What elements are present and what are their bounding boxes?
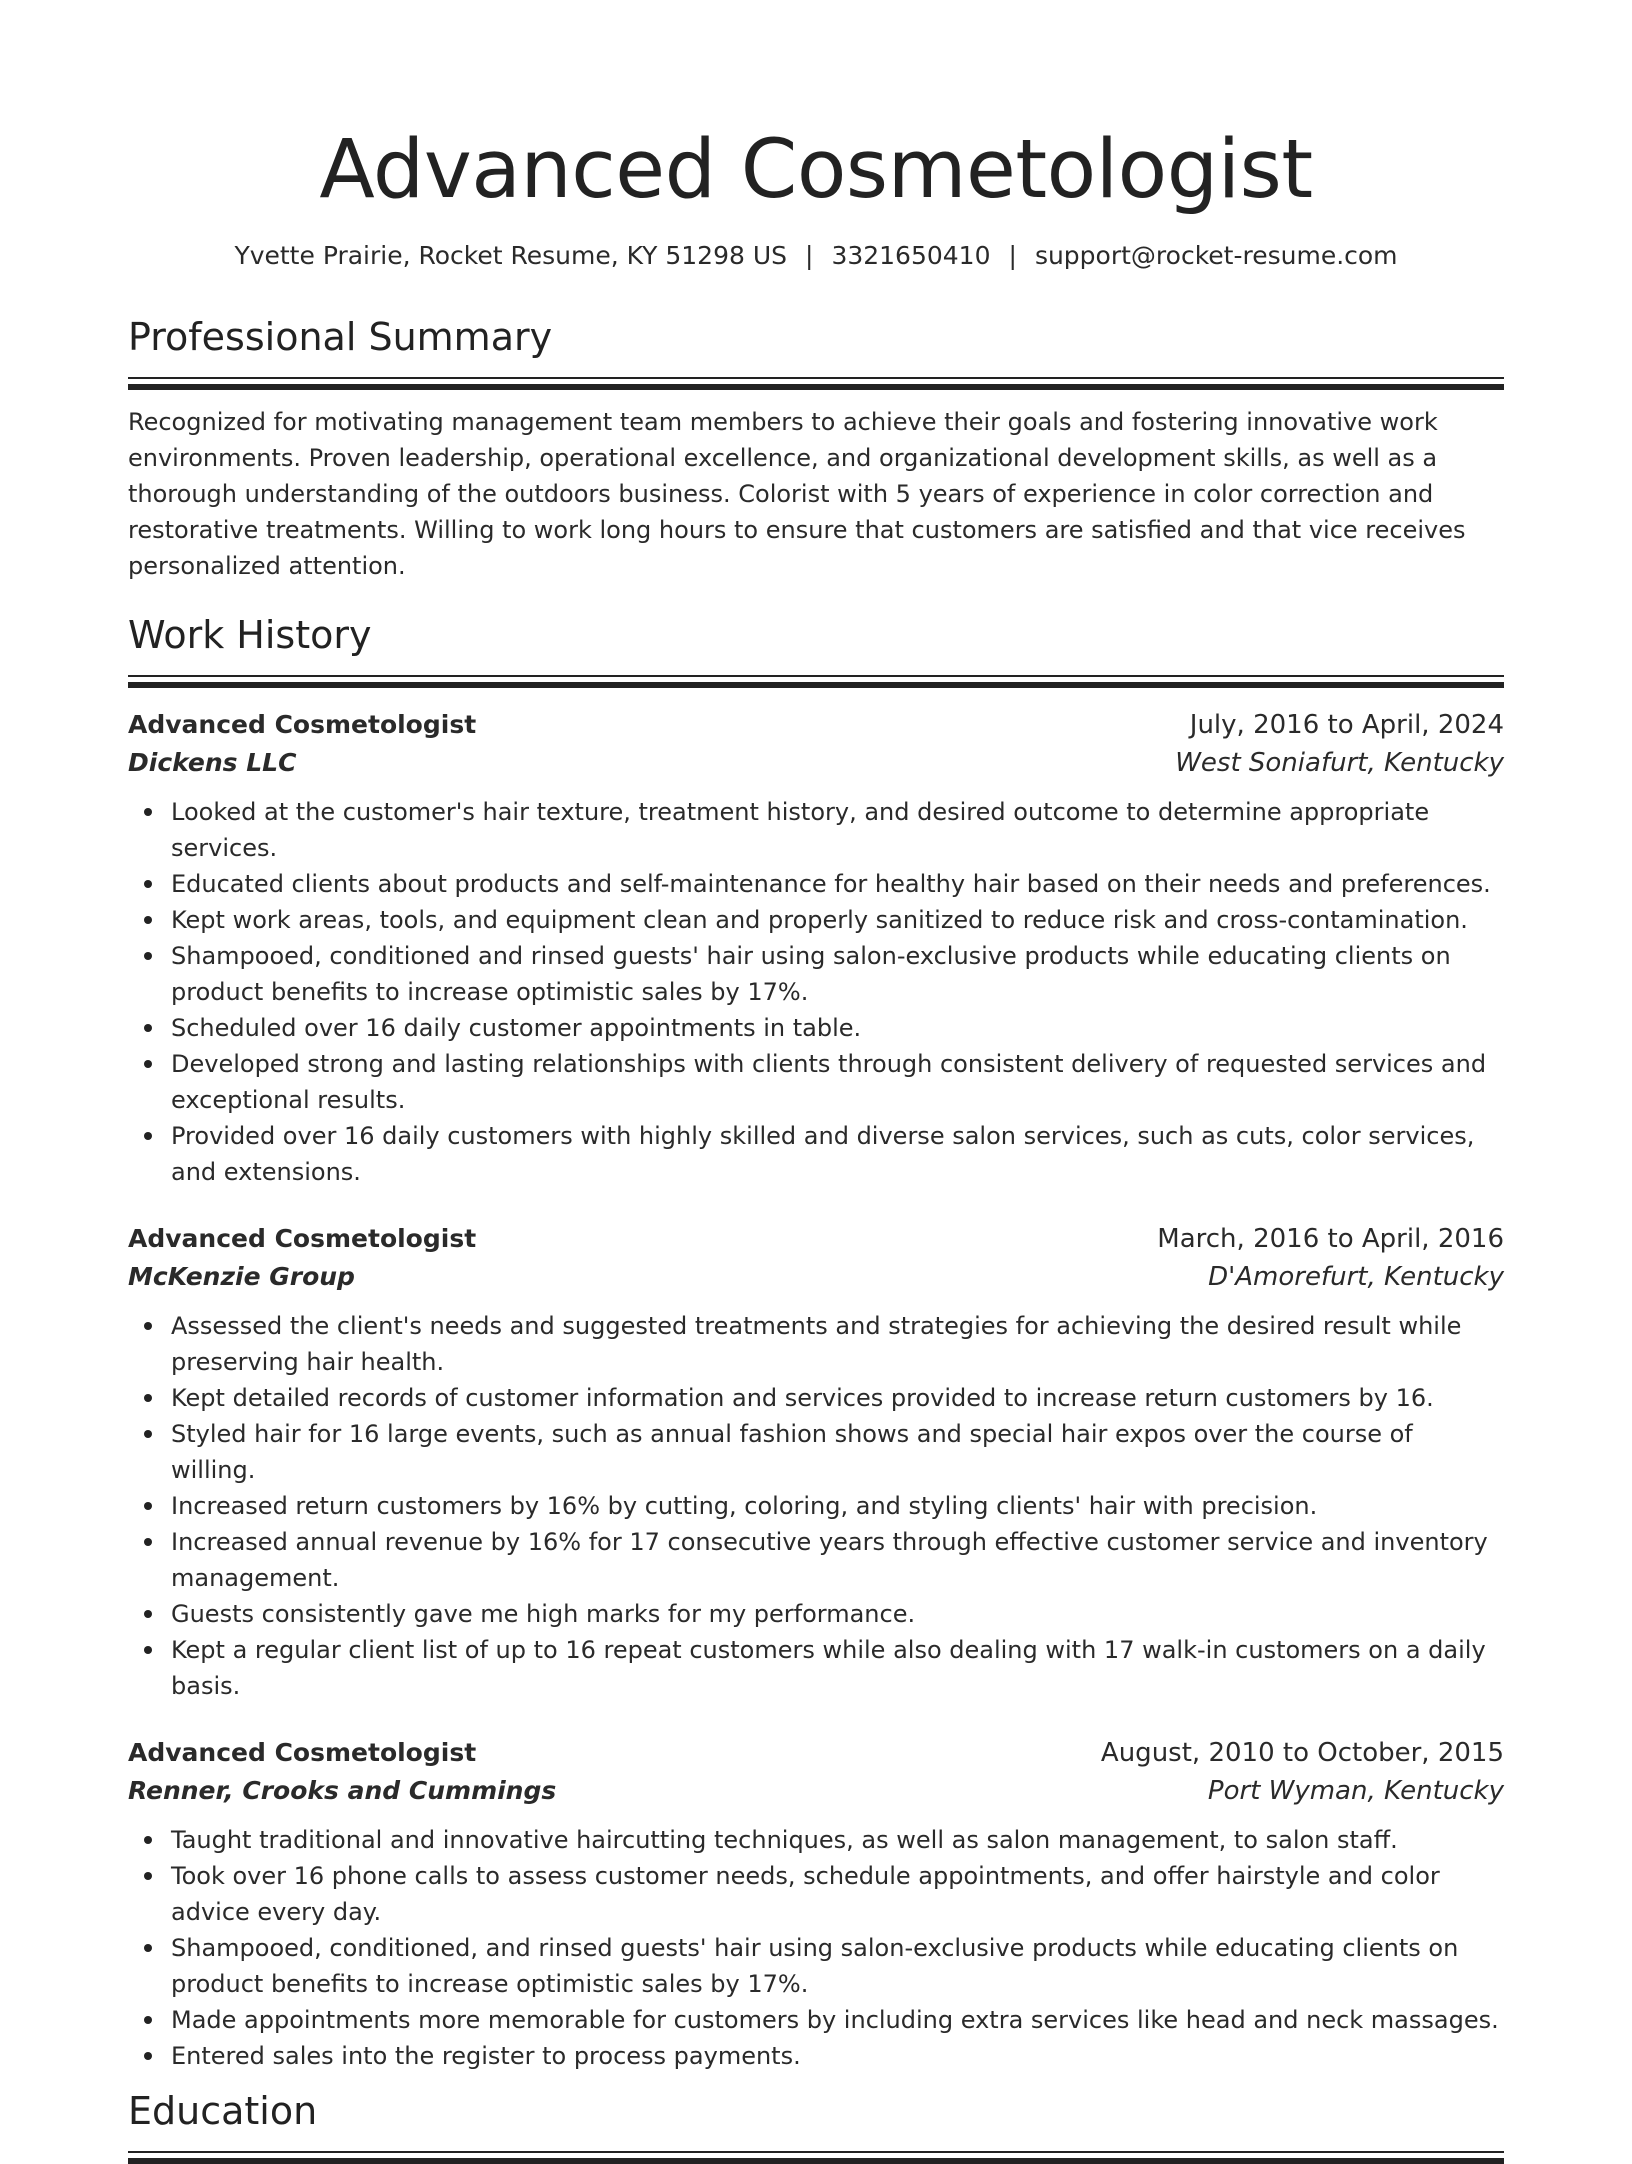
job-duty-item: Guests consistently gave me high marks for my performance. xyxy=(128,1596,1504,1632)
professional-summary-section xyxy=(128,314,1504,584)
contact-email: support@rocket-resume.com xyxy=(1034,241,1398,270)
job-duty-item: Provided over 16 daily customers with highly skilled and diverse salon services, such as cuts, color services, and extensions. xyxy=(128,1118,1504,1190)
job-duty-item: Kept work areas, tools, and equipment clean and properly sanitized to reduce risk and cross-contamination. xyxy=(128,902,1504,938)
job-company: McKenzie Group xyxy=(128,1262,355,1291)
job-duty-item: Scheduled over 16 daily customer appointments in table. xyxy=(128,1010,1504,1046)
job-header-row xyxy=(128,1220,1504,1258)
section-heading-education: Education xyxy=(128,2089,318,2133)
job-duty-item: Took over 16 phone calls to assess customer needs, schedule appointments, and offer hairstyle and color advice every day. xyxy=(128,1858,1504,1930)
contact-separator: | xyxy=(1008,241,1017,270)
job-duty-item: Increased annual revenue by 16% for 17 consecutive years through effective customer service and inventory management. xyxy=(128,1524,1504,1596)
contact-address: Yvette Prairie, Rocket Resume, KY 51298 US xyxy=(234,241,787,270)
job-duties-list xyxy=(128,1308,1504,1704)
education-section xyxy=(128,2088,1504,2164)
job-header-row xyxy=(128,706,1504,744)
contact-separator: | xyxy=(805,241,814,270)
job-duty-item: Kept detailed records of customer information and services provided to increase return customers by 16. xyxy=(128,1380,1504,1416)
section-divider xyxy=(128,675,1504,688)
job-location: D'Amorefurt, Kentucky xyxy=(1208,1262,1504,1292)
job-entry xyxy=(128,1220,1504,1704)
job-company: Dickens LLC xyxy=(128,748,297,777)
job-dates: March, 2016 to April, 2016 xyxy=(1157,1224,1504,1254)
job-title: Advanced Cosmetologist xyxy=(128,710,477,739)
job-duty-item: Looked at the customer's hair texture, treatment history, and desired outcome to determine appropriate services. xyxy=(128,794,1504,866)
job-duty-item: Shampooed, conditioned and rinsed guests' hair using salon-exclusive products while educating clients on product benefits to increase optimistic sales by 17%. xyxy=(128,938,1504,1010)
job-subheader-row xyxy=(128,1772,1504,1810)
section-divider xyxy=(128,377,1504,390)
job-duties-list xyxy=(128,794,1504,1190)
job-header-row xyxy=(128,1734,1504,1772)
job-dates: July, 2016 to April, 2024 xyxy=(1189,710,1504,740)
job-subheader-row xyxy=(128,744,1504,782)
job-duty-item: Shampooed, conditioned, and rinsed guests' hair using salon-exclusive products while educating clients on product benefits to increase optimistic sales by 17%. xyxy=(128,1930,1504,2002)
contact-line xyxy=(128,240,1504,272)
job-company: Renner, Crooks and Cummings xyxy=(128,1776,557,1805)
job-duty-item: Taught traditional and innovative haircutting techniques, as well as salon management, to salon staff. xyxy=(128,1822,1504,1858)
job-title: Advanced Cosmetologist xyxy=(128,1224,477,1253)
page-title: Advanced Cosmetologist xyxy=(319,123,1313,217)
section-divider xyxy=(128,2151,1504,2164)
job-duty-item: Assessed the client's needs and suggested treatments and strategies for achieving the desired result while preserving hair health. xyxy=(128,1308,1504,1380)
work-history-section xyxy=(128,612,1504,2074)
job-entry xyxy=(128,706,1504,1190)
job-duty-item: Kept a regular client list of up to 16 repeat customers while also dealing with 17 walk-in customers on a daily basis. xyxy=(128,1632,1504,1704)
job-duty-item: Increased return customers by 16% by cutting, coloring, and styling clients' hair with precision. xyxy=(128,1488,1504,1524)
job-subheader-row xyxy=(128,1258,1504,1296)
job-duty-item: Entered sales into the register to process payments. xyxy=(128,2038,1504,2074)
section-heading-summary: Professional Summary xyxy=(128,315,553,359)
job-duty-item: Made appointments more memorable for customers by including extra services like head and neck massages. xyxy=(128,2002,1504,2038)
section-heading-work-history: Work History xyxy=(128,613,372,657)
job-dates: August, 2010 to October, 2015 xyxy=(1100,1738,1504,1768)
job-entry xyxy=(128,1734,1504,2074)
job-duty-item: Styled hair for 16 large events, such as annual fashion shows and special hair expos over the course of willing. xyxy=(128,1416,1504,1488)
summary-paragraph: Recognized for motivating management team members to achieve their goals and fostering innovative work environments. Proven leadership, operational excellence, and organizational development skills, as well as a thorough understanding of the outdoors business. Colorist with 5 years of experience in color correction and restorative treatments. Willing to work long hours to ensure that customers are satisfied and that vice receives personalized attention. xyxy=(128,408,1466,580)
job-duty-item: Educated clients about products and self-maintenance for healthy hair based on their needs and preferences. xyxy=(128,866,1504,902)
job-duty-item: Developed strong and lasting relationships with clients through consistent delivery of requested services and exceptional results. xyxy=(128,1046,1504,1118)
job-title: Advanced Cosmetologist xyxy=(128,1738,477,1767)
job-duties-list xyxy=(128,1822,1504,2074)
job-location: West Soniafurt, Kentucky xyxy=(1175,748,1504,778)
contact-phone: 3321650410 xyxy=(831,241,991,270)
job-location: Port Wyman, Kentucky xyxy=(1207,1776,1504,1806)
